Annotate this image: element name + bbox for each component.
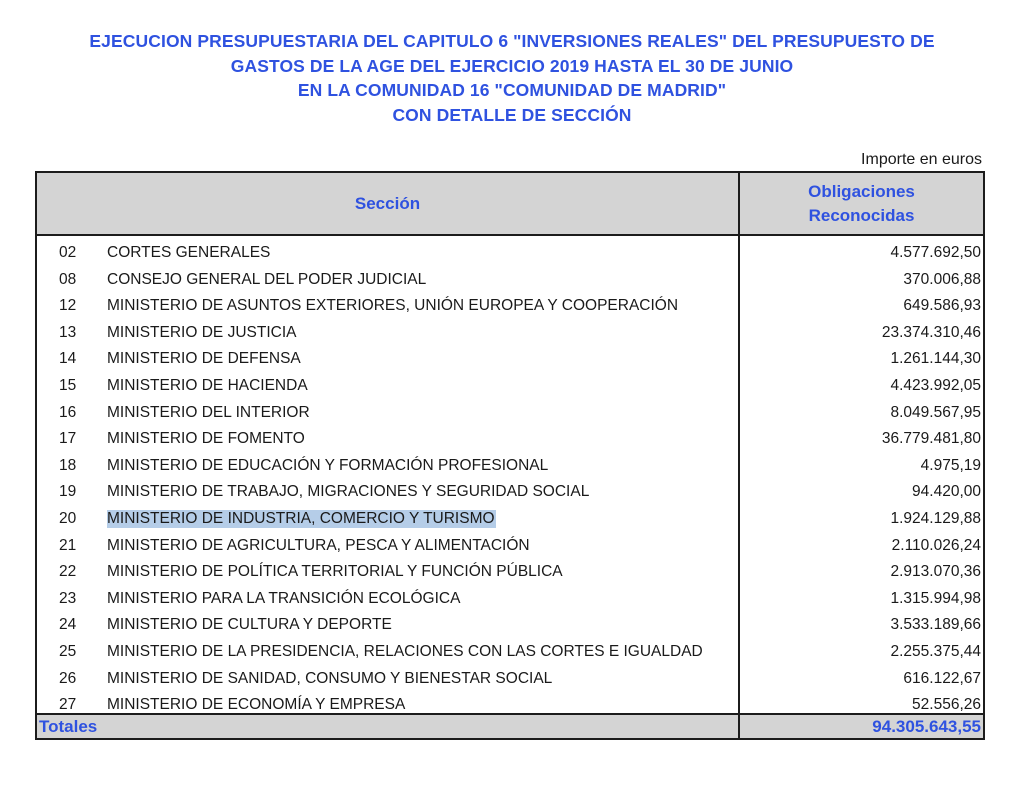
table-row	[37, 639, 983, 666]
header-seccion: Sección	[37, 173, 740, 234]
section-code: 13	[59, 323, 77, 341]
units-note: Importe en euros	[861, 151, 982, 168]
table-header	[37, 173, 983, 236]
header-obligaciones-line2: Reconocidas	[808, 205, 915, 225]
section-amount: 4.975,19	[920, 456, 981, 474]
table-row	[37, 346, 983, 373]
section-amount: 2.913.070,36	[890, 563, 981, 581]
section-name: MINISTERIO DE TRABAJO, MIGRACIONES Y SEGURIDAD SOCIAL	[107, 483, 590, 501]
table-row	[37, 533, 983, 560]
section-code: 24	[59, 616, 77, 634]
section-amount: 52.556,26	[912, 696, 981, 714]
title-line-3: EN LA COMUNIDAD 16 "COMUNIDAD DE MADRID"	[297, 80, 727, 100]
section-name: MINISTERIO DE DEFENSA	[107, 350, 301, 368]
section-code: 21	[59, 536, 77, 554]
section-amount: 1.261.144,30	[890, 350, 981, 368]
table-row	[37, 320, 983, 347]
section-amount: 94.420,00	[912, 483, 981, 501]
totals-label: Totales	[39, 717, 98, 736]
header-obligaciones	[740, 173, 983, 234]
section-code: 26	[59, 669, 77, 687]
section-code: 14	[59, 350, 77, 368]
section-code: 12	[59, 297, 77, 315]
section-amount: 1.315.994,98	[890, 589, 981, 607]
totals-amount: 94.305.643,55	[872, 717, 981, 736]
section-name: MINISTERIO DE JUSTICIA	[107, 323, 297, 341]
section-code: 22	[59, 563, 77, 581]
section-name: MINISTERIO PARA LA TRANSICIÓN ECOLÓGICA	[107, 589, 461, 607]
section-name: CORTES GENERALES	[107, 244, 271, 261]
section-name: MINISTERIO DEL INTERIOR	[107, 403, 310, 421]
table-row	[37, 240, 983, 267]
section-code: 02	[59, 244, 77, 261]
section-code: 16	[59, 403, 77, 421]
table-row	[37, 612, 983, 639]
table-row	[37, 267, 983, 294]
section-name: MINISTERIO DE AGRICULTURA, PESCA Y ALIMENTACIÓN	[107, 536, 530, 554]
section-name: CONSEJO GENERAL DEL PODER JUDICIAL	[107, 270, 427, 288]
section-code: 17	[59, 430, 77, 448]
table-row	[37, 293, 983, 320]
table-row	[37, 453, 983, 480]
table-row	[37, 400, 983, 427]
table-row	[37, 506, 983, 533]
section-code: 18	[59, 456, 77, 474]
section-amount: 3.533.189,66	[890, 616, 981, 634]
table-row	[37, 559, 983, 586]
title-line-1: EJECUCION PRESUPUESTARIA DEL CAPITULO 6 "INVERSIONES REALES" DEL PRESUPUESTO DE	[89, 31, 935, 51]
section-code: 23	[59, 589, 77, 607]
section-amount: 23.374.310,46	[881, 323, 981, 341]
section-name: MINISTERIO DE LA PRESIDENCIA, RELACIONES CON LAS CORTES E IGUALDAD	[107, 642, 703, 660]
title-line-2: GASTOS DE LA AGE DEL EJERCICIO 2019 HASTA EL 30 DE JUNIO	[230, 55, 794, 76]
totals-row	[37, 713, 983, 738]
section-code: 25	[59, 642, 77, 660]
budget-table	[35, 171, 985, 740]
section-code: 20	[59, 509, 77, 527]
section-amount: 2.255.375,44	[890, 642, 981, 660]
title-line-4: CON DETALLE DE SECCIÓN	[392, 104, 632, 125]
totals-divider	[738, 715, 740, 738]
table-body	[37, 240, 983, 719]
section-name: MINISTERIO DE CULTURA Y DEPORTE	[107, 616, 392, 634]
section-amount: 370.006,88	[903, 270, 981, 288]
section-amount: 8.049.567,95	[890, 403, 981, 421]
header-obligaciones-line1: Obligaciones	[808, 181, 915, 201]
table-row	[37, 666, 983, 693]
section-name: MINISTERIO DE POLÍTICA TERRITORIAL Y FUNCIÓN PÚBLICA	[107, 563, 563, 581]
section-name: MINISTERIO DE ASUNTOS EXTERIORES, UNIÓN EUROPEA Y COOPERACIÓN	[107, 297, 679, 315]
section-code: 19	[59, 483, 77, 501]
section-code: 15	[59, 376, 77, 394]
section-code: 08	[59, 270, 77, 288]
section-name: MINISTERIO DE FOMENTO	[107, 430, 305, 448]
section-amount: 4.577.692,50	[890, 244, 981, 261]
section-amount: 36.779.481,80	[881, 430, 981, 448]
section-name: MINISTERIO DE INDUSTRIA, COMERCIO Y TURISMO	[107, 509, 495, 527]
report-title	[0, 29, 1024, 127]
section-code: 27	[59, 696, 77, 714]
table-row	[37, 426, 983, 453]
section-amount: 616.122,67	[903, 669, 981, 687]
section-amount: 2.110.026,24	[891, 536, 981, 554]
section-name: MINISTERIO DE HACIENDA	[107, 376, 308, 394]
table-row	[37, 479, 983, 506]
table-row	[37, 586, 983, 613]
section-name: MINISTERIO DE SANIDAD, CONSUMO Y BIENESTAR SOCIAL	[107, 669, 553, 687]
section-amount: 4.423.992,05	[890, 376, 981, 394]
section-amount: 1.924.129,88	[890, 509, 981, 527]
table-row	[37, 373, 983, 400]
section-name: MINISTERIO DE ECONOMÍA Y EMPRESA	[107, 696, 406, 714]
section-name: MINISTERIO DE EDUCACIÓN Y FORMACIÓN PROFESIONAL	[107, 456, 549, 474]
section-amount: 649.586,93	[903, 297, 981, 315]
